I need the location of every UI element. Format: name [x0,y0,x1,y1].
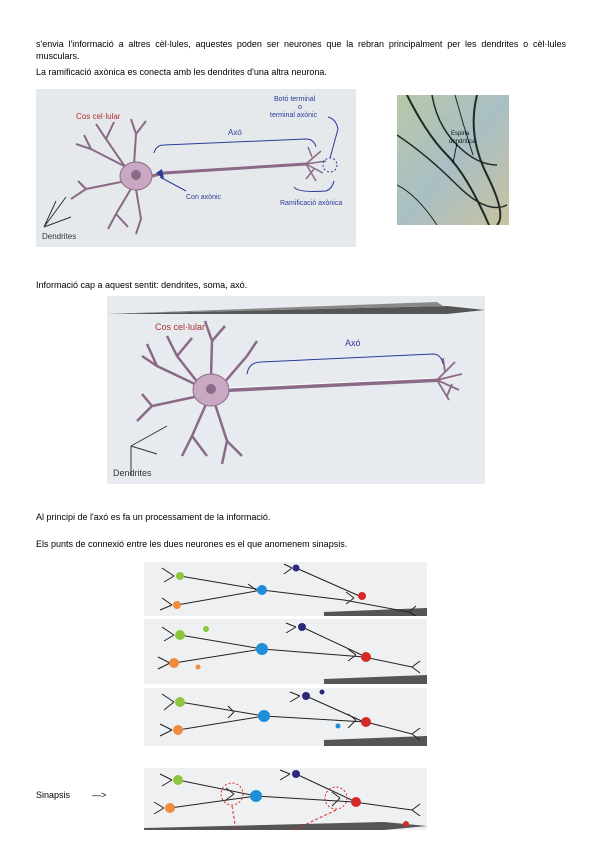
paragraph-4: Al principi de l'axó es fa un processament de la informació. [36,512,271,522]
synapse-panel-2 [144,619,427,684]
label-cos-cellular-2: Cos cel·lular [155,322,206,332]
sinapsis-label: Sinapsis [36,790,71,800]
neuron-diagram-labeled [36,89,356,247]
label-o: o [298,104,302,111]
paragraph-3: Informació cap a aquest sentit: dendrites, soma, axó. [36,280,248,290]
label-dendrites: Dendrites [42,232,77,241]
label-cos-cellular: Cos cel·lular [76,112,121,121]
label-boto-terminal: Botó terminal [274,96,316,103]
sinapsis-arrow: —> [92,790,107,800]
label-con-axonic: Con axònic [186,194,222,201]
paragraph-5: Els punts de connexió entre les dues neurones es el que anomenem sinapsis. [36,539,348,549]
label-axo: Axó [228,128,242,137]
paragraph-2: La ramificació axònica es conecta amb les dendrites d'una altra neurona. [36,67,327,77]
dendritic-spine-photo [397,95,509,225]
label-ramificacio-axonica: Ramificació axònica [280,200,343,207]
label-dendrites-2: Dendrites [113,468,152,478]
paragraph-1: s'envia l'informació a altres cèl·lules, aquestes poden ser neurones que la rebran principalment per les dendrites o cèl·lules musculars. [36,39,566,61]
label-axo-2: Axó [345,338,361,348]
label-espina: Espina [451,131,470,137]
label-terminal-axonic: terminal axònic [270,112,318,119]
label-dendritica: dendrítica [449,139,476,145]
synapse-panel-3 [144,688,427,746]
synapse-panel-4 [144,768,427,830]
synapse-panel-1 [144,562,427,616]
neuron-direction-diagram [107,296,485,484]
